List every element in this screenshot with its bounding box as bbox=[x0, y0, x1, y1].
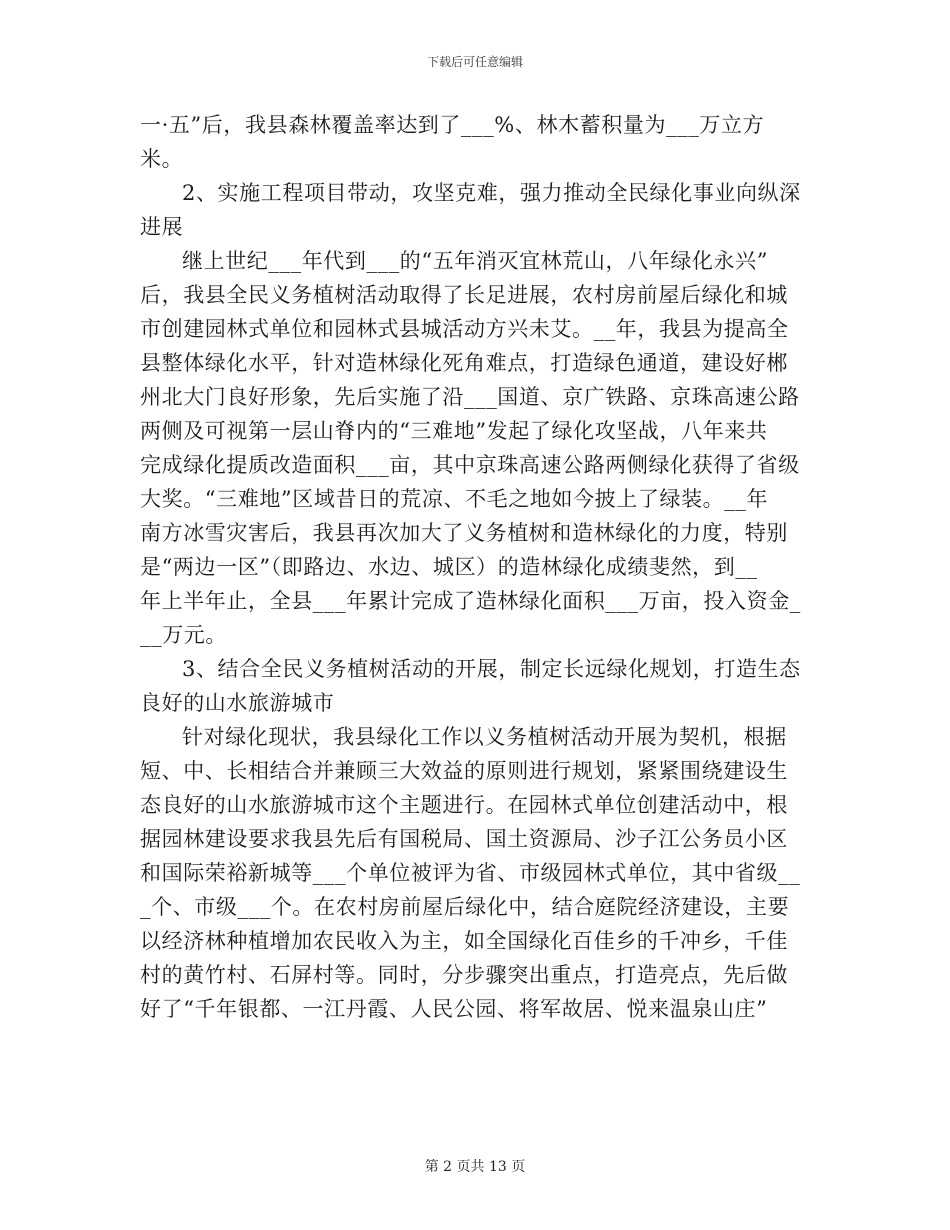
text-line: 南方冰雪灾害后，我县再次加大了义务植树和造林绿化的力度，特别 bbox=[140, 521, 788, 545]
text-line: 短、中、长相结合并兼顾三大效益的原则进行规划，紧紧围绕建设生 bbox=[140, 759, 788, 783]
text-line: 良好的山水旅游城市 bbox=[140, 691, 335, 715]
text-line: 州北大门良好形象，先后实施了沿___国道、京广铁路、京珠高速公路 bbox=[140, 385, 800, 409]
text-line: 米。 bbox=[140, 147, 184, 171]
section-heading-3: 3、结合全民义务植树活动的开展，制定长远绿化规划，打造生态 bbox=[182, 657, 801, 681]
text-line: __万元。 bbox=[140, 623, 227, 647]
text-line: 大奖。“三难地”区域昔日的荒凉、不毛之地如今披上了绿装。__年 bbox=[140, 487, 769, 511]
text-line: 县整体绿化水平，针对造林绿化死角难点，打造绿色通道，建设好郴 bbox=[140, 351, 788, 375]
text-line: 是“两边一区”（即路边、水边、城区）的造林绿化成绩斐然，到__ bbox=[140, 555, 758, 579]
text-line: 态良好的山水旅游城市这个主题进行。在园林式单位创建活动中，根 bbox=[140, 793, 788, 817]
text-line: 好了“千年银都、一江丹霞、人民公园、将军故居、悦来温泉山庄” bbox=[140, 997, 768, 1021]
text-line: 年上半年止，全县___年累计完成了造林绿化面积___万亩，投入资金_ bbox=[140, 589, 801, 613]
text-line: 据园林建设要求我县先后有国税局、国土资源局、沙子江公务员小区 bbox=[140, 827, 788, 851]
text-line: 两侧及可视第一层山脊内的“三难地”发起了绿化攻坚战，八年来共 bbox=[140, 419, 768, 443]
section-heading-2: 2、实施工程项目带动，攻坚克难，强力推动全民绿化事业向纵深 bbox=[182, 181, 801, 205]
text-line: 进展 bbox=[140, 215, 184, 239]
page-footer: 第 2 页共 13 页 bbox=[424, 1159, 526, 1175]
document-body bbox=[140, 108, 812, 1026]
text-line: 市创建园林式单位和园林式县城活动方兴未艾。__年，我县为提高全 bbox=[140, 317, 789, 341]
text-line: _个、市级___个。在农村房前屋后绿化中，结合庭院经济建设，主要 bbox=[140, 895, 790, 919]
text-line: 后，我县全民义务植树活动取得了长足进展，农村房前屋后绿化和城 bbox=[140, 283, 788, 307]
page-header: 下载后可任意编辑 bbox=[426, 55, 523, 69]
paragraph-start: 继上世纪___年代到___的“五年消灭宜林荒山，八年绿化永兴” bbox=[182, 249, 769, 273]
text-line: 村的黄竹村、石屏村等。同时，分步骤突出重点，打造亮点，先后做 bbox=[140, 963, 788, 987]
text-line: 以经济林种植增加农民收入为主，如全国绿化百佳乡的千冲乡，千佳 bbox=[140, 929, 788, 953]
text-line: 一·五”后，我县森林覆盖率达到了___%、林木蓄积量为___万立方 bbox=[140, 113, 765, 137]
paragraph-start: 针对绿化现状，我县绿化工作以义务植树活动开展为契机，根据 bbox=[182, 725, 787, 749]
text-line: 完成绿化提质改造面积___亩，其中京珠高速公路两侧绿化获得了省级 bbox=[140, 453, 800, 477]
text-line: 和国际荣裕新城等___个单位被评为省、市级园林式单位，其中省级__ bbox=[140, 861, 801, 885]
